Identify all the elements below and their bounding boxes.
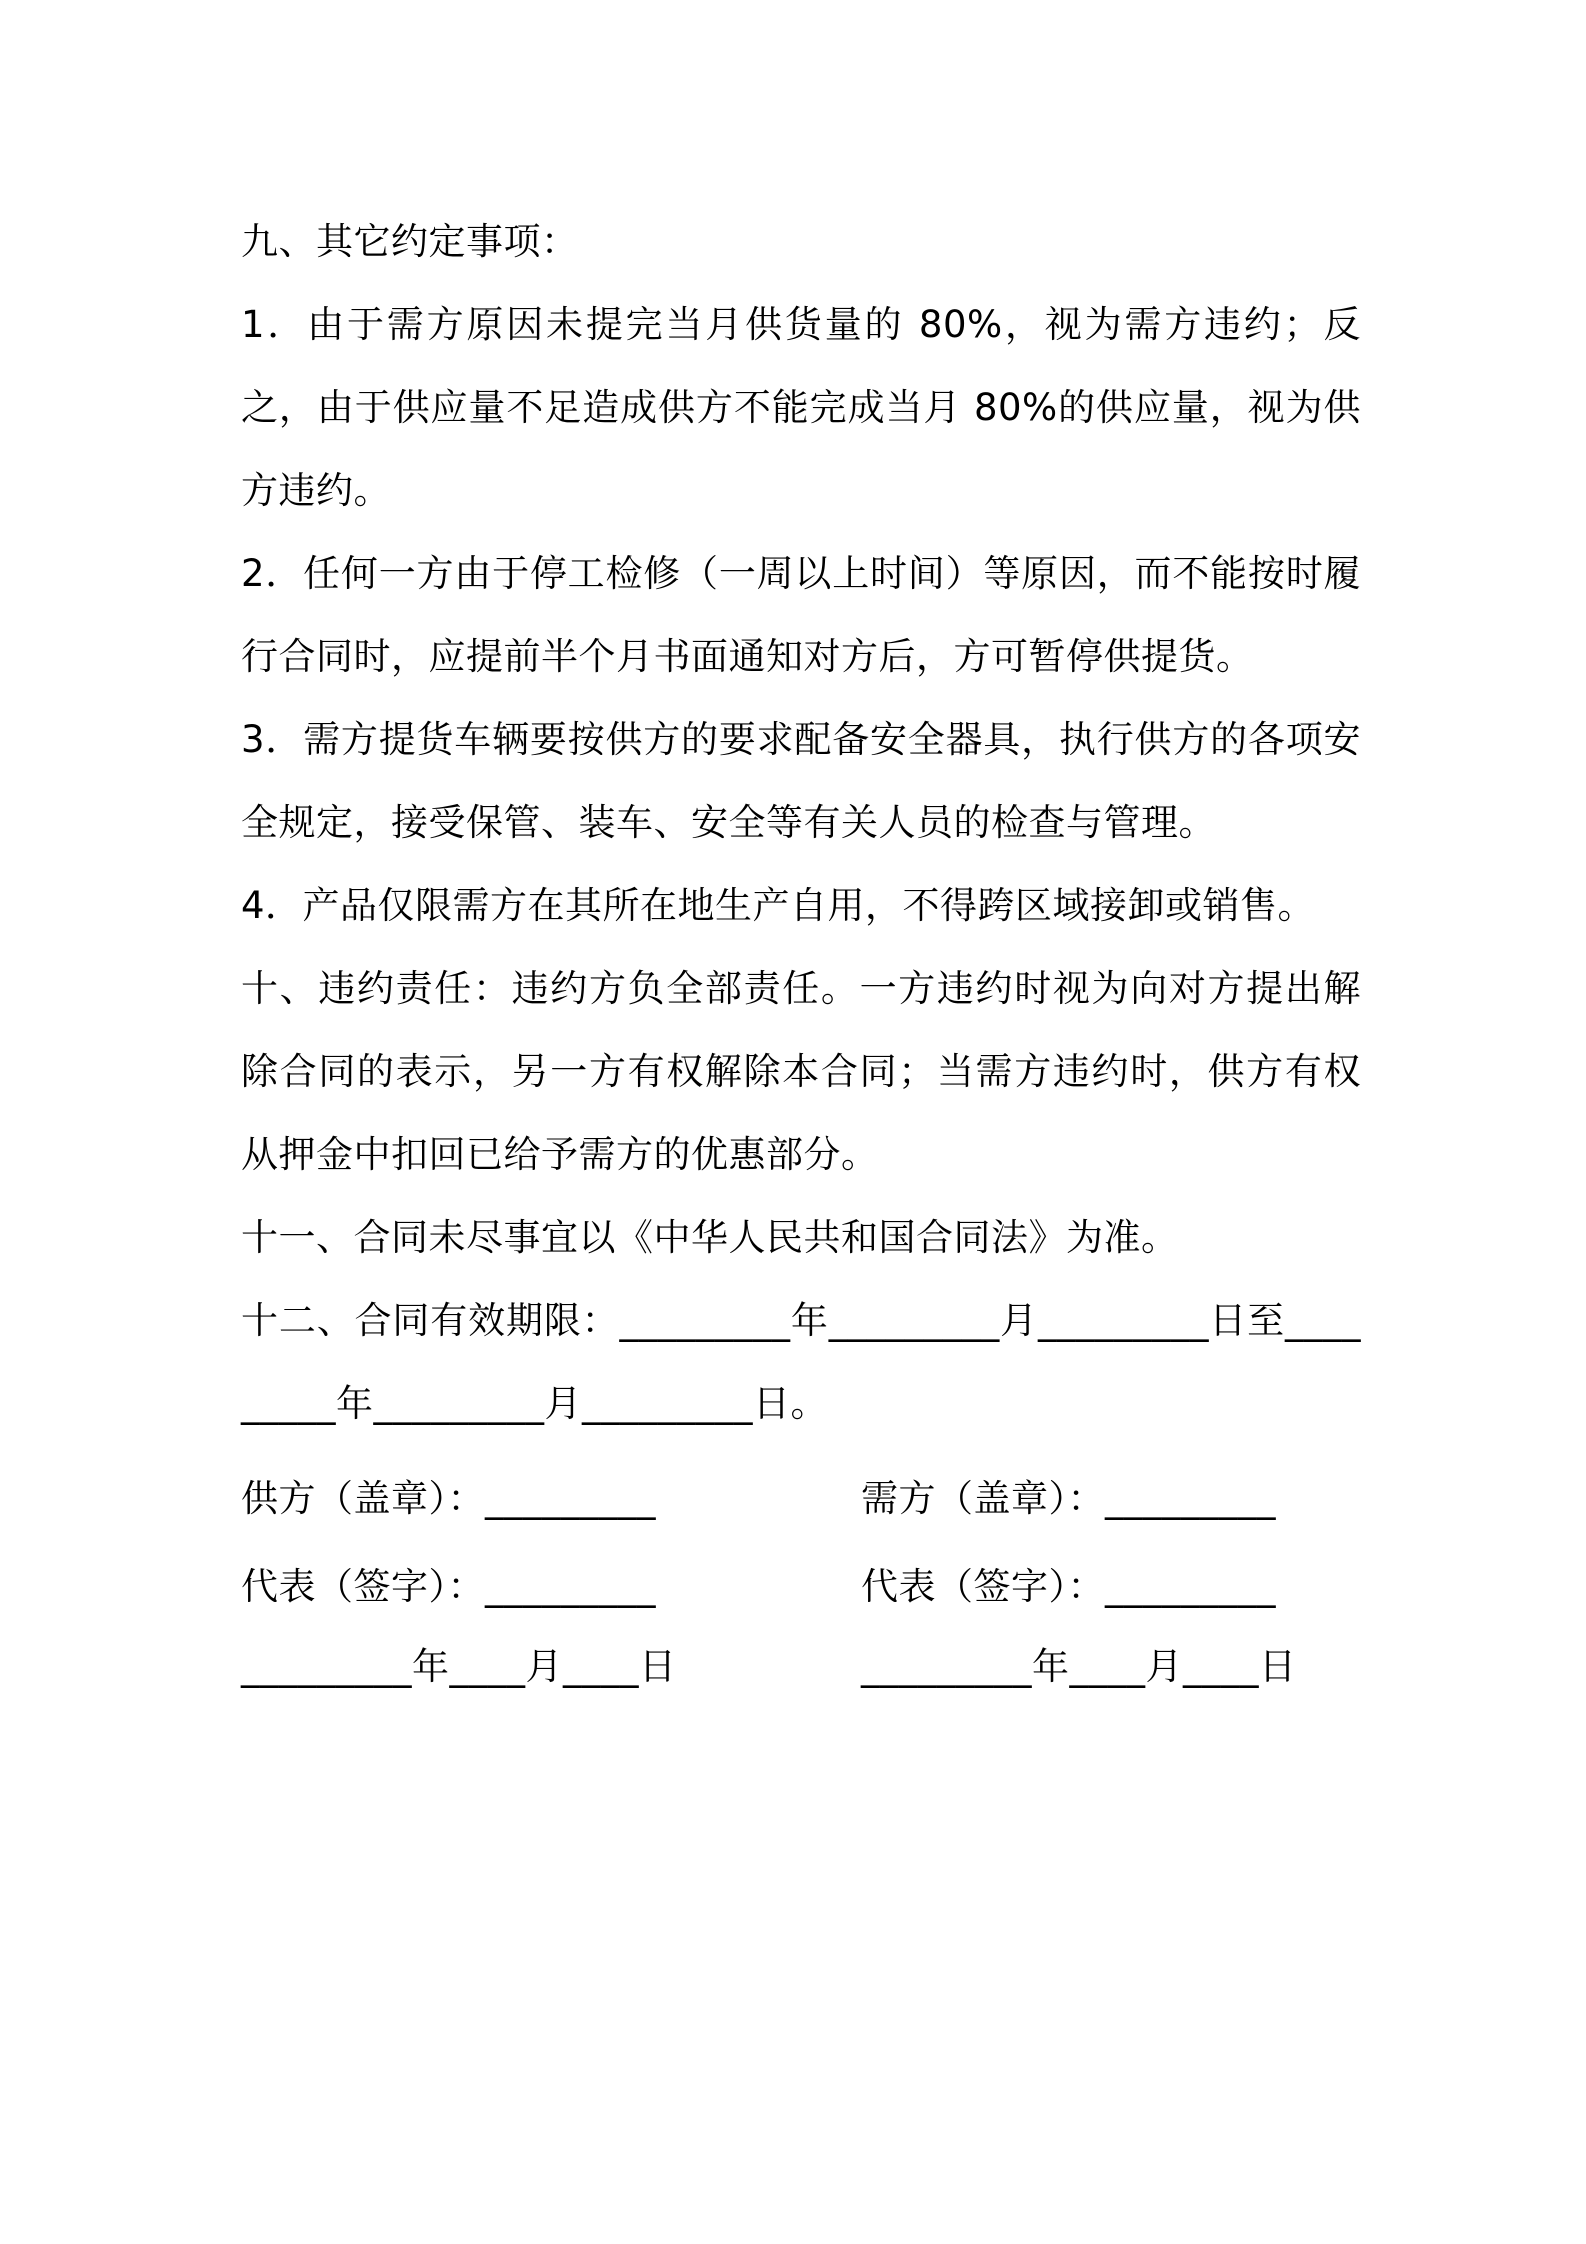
buyer-date-field: _________年____月____日 <box>861 1645 1297 1688</box>
contract-body <box>241 200 1361 1703</box>
supplier-seal-field: 供方（盖章）：_________ <box>241 1477 656 1520</box>
representative-row <box>241 1543 1361 1631</box>
clause-1: 1．由于需方原因未提完当月供货量的 80%，视为需方违约；反之，由于供应量不足造成供方不能完成当月 80%的供应量，视为供方违约。 <box>241 303 1361 512</box>
section-nine-heading: 九、其它约定事项： <box>241 220 579 263</box>
seal-row <box>241 1455 1361 1543</box>
clause-3: 3．需方提货车辆要按供方的要求配备安全器具，执行供方的各项安全规定，接受保管、装车、安全等有关人员的检查与管理。 <box>241 718 1361 844</box>
section-eleven-law: 十一、合同未尽事宜以《中华人民共和国合同法》为准。 <box>241 1216 1179 1259</box>
supplier-date-field: _________年____月____日 <box>241 1645 677 1688</box>
section-ten-liability: 十、违约责任：违约方负全部责任。一方违约时视为向对方提出解除合同的表示，另一方有权解除本合同；当需方违约时，供方有权从押金中扣回已给予需方的优惠部分。 <box>241 967 1361 1176</box>
supplier-rep-field: 代表（签字）：_________ <box>241 1565 656 1608</box>
buyer-rep-field: 代表（签字）：_________ <box>861 1565 1276 1608</box>
signature-block <box>241 1455 1361 1703</box>
section-twelve-validity: 十二、合同有效期限：_________年_________月_________日至_________年_________月_________日。 <box>241 1299 1361 1425</box>
clause-4: 4．产品仅限需方在其所在地生产自用，不得跨区域接卸或销售。 <box>241 884 1316 927</box>
clause-2: 2．任何一方由于停工检修（一周以上时间）等原因，而不能按时履行合同时，应提前半个月书面通知对方后，方可暂停供提货。 <box>241 552 1361 678</box>
date-row <box>241 1631 1361 1703</box>
buyer-seal-field: 需方（盖章）：_________ <box>861 1477 1276 1520</box>
